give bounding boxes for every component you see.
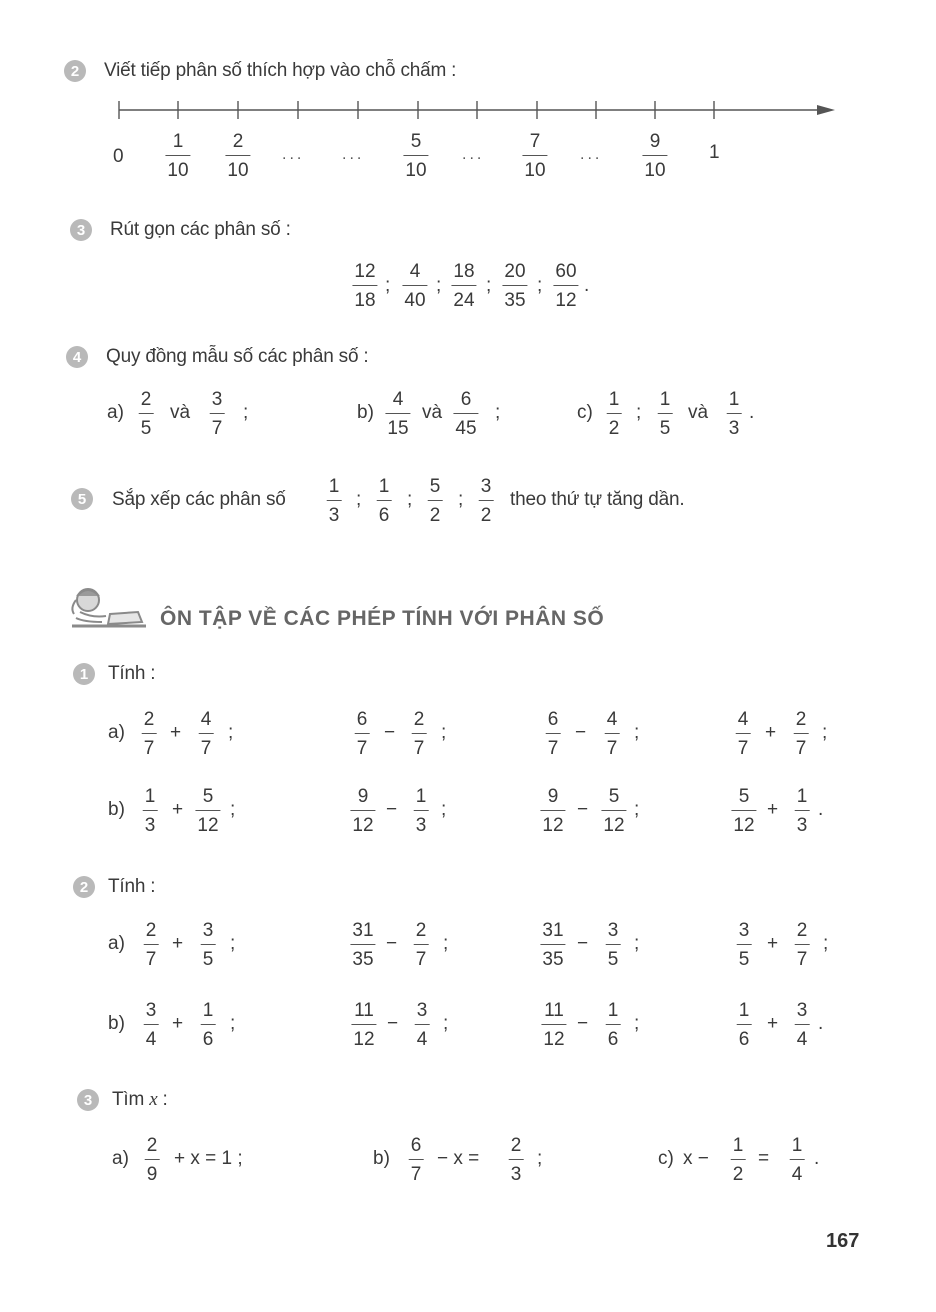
- fraction: 1 3: [728, 389, 740, 439]
- fraction: 5 2: [429, 476, 441, 526]
- conjunction: và: [688, 402, 709, 423]
- fraction: 11 12: [353, 1000, 375, 1050]
- operator: +: [172, 799, 184, 820]
- end-mark: ;: [823, 933, 829, 954]
- fraction: 3 4: [416, 1000, 428, 1050]
- separator: ;: [458, 489, 464, 510]
- separator: ;: [407, 489, 413, 510]
- fraction: 4 7: [737, 709, 749, 759]
- operator: −: [384, 722, 396, 743]
- fraction: 31 35: [352, 920, 374, 970]
- fraction: 3 5: [738, 920, 750, 970]
- fraction: 6 7: [356, 709, 368, 759]
- operator: −: [575, 722, 587, 743]
- section-title: ÔN TẬP VỀ CÁC PHÉP TÍNH VỚI PHÂN SỐ: [160, 607, 605, 630]
- end-mark: ;: [495, 402, 501, 423]
- fraction: 1 3: [796, 786, 808, 836]
- item-label: a): [107, 402, 124, 423]
- fraction: 3 7: [211, 389, 223, 439]
- operator: −: [386, 933, 398, 954]
- number-line-fraction: 2 10: [227, 131, 249, 181]
- operator: +: [767, 933, 779, 954]
- fraction: 4 15: [387, 389, 409, 439]
- fraction: 1 3: [328, 476, 340, 526]
- fraction: 1 6: [202, 1000, 214, 1050]
- fraction: 5 12: [197, 786, 219, 836]
- fraction: 2 3: [510, 1135, 522, 1185]
- item-label: b): [108, 1013, 125, 1034]
- operator: +: [170, 722, 182, 743]
- separator: ;: [356, 489, 362, 510]
- item-label: c): [577, 402, 593, 423]
- separator: ;: [486, 275, 492, 296]
- exercise-number-badge: 5: [71, 488, 93, 510]
- fraction: 2 7: [143, 709, 155, 759]
- operator: +: [172, 1013, 184, 1034]
- item-label: a): [108, 933, 125, 954]
- fraction: 5 12: [603, 786, 625, 836]
- fraction: 1 3: [144, 786, 156, 836]
- fraction: 1 6: [738, 1000, 750, 1050]
- blank-dots: ...: [580, 146, 603, 163]
- blank-dots: ...: [342, 146, 365, 163]
- fraction: 12 18: [354, 261, 376, 311]
- operator: +: [765, 722, 777, 743]
- exercise-title: Quy đồng mẫu số các phân số :: [106, 346, 369, 367]
- operator: −: [387, 1013, 399, 1034]
- end-mark: ;: [441, 722, 447, 743]
- end-mark: ;: [537, 1148, 543, 1169]
- exercise-title: Viết tiếp phân số thích hợp vào chỗ chấm :: [104, 60, 457, 81]
- equation-prefix: x −: [683, 1148, 709, 1169]
- fraction: 9 12: [352, 786, 374, 836]
- fraction: 11 12: [543, 1000, 565, 1050]
- operator: −: [577, 1013, 589, 1034]
- conjunction: và: [170, 402, 191, 423]
- fraction: 2 7: [796, 920, 808, 970]
- end-mark: ;: [634, 933, 640, 954]
- exercise-title: [112, 1089, 168, 1111]
- fraction: 3 4: [796, 1000, 808, 1050]
- end-mark: ;: [443, 1013, 449, 1034]
- fraction: 1 2: [608, 389, 620, 439]
- title-suffix: :: [162, 1089, 168, 1110]
- title-prefix: Tìm: [112, 1089, 145, 1110]
- fraction: 2 7: [413, 709, 425, 759]
- fraction: 1 6: [607, 1000, 619, 1050]
- end-mark: ;: [230, 933, 236, 954]
- blank-dots: ...: [462, 146, 485, 163]
- operator: −: [577, 933, 589, 954]
- fraction: 5 12: [733, 786, 755, 836]
- operator: +: [172, 933, 184, 954]
- fraction: 4 7: [606, 709, 618, 759]
- fraction: 3 5: [202, 920, 214, 970]
- end-mark: ;: [441, 799, 447, 820]
- item-label: a): [108, 722, 125, 743]
- fraction: 18 24: [453, 261, 475, 311]
- operator: −: [386, 799, 398, 820]
- variable-x: x: [149, 1089, 158, 1110]
- fraction: 2 7: [795, 709, 807, 759]
- fraction: 3 5: [607, 920, 619, 970]
- fraction: 3 2: [480, 476, 492, 526]
- exercise-title: Tính :: [108, 663, 156, 684]
- equation-middle: − x =: [437, 1148, 480, 1169]
- operator: +: [767, 799, 779, 820]
- fraction: 20 35: [504, 261, 526, 311]
- number-line-one: 1: [709, 142, 720, 163]
- number-line-fraction: 1 10: [167, 131, 189, 181]
- exercise-number-badge: 2: [73, 876, 95, 898]
- fraction: 1 2: [732, 1135, 744, 1185]
- number-line-zero: 0: [113, 146, 124, 167]
- separator: ;: [436, 275, 442, 296]
- end-mark: .: [818, 1013, 824, 1034]
- fraction: 6 45: [455, 389, 477, 439]
- blank-dots: ...: [282, 146, 305, 163]
- exercise-number-badge: 3: [70, 219, 92, 241]
- conjunction: và: [422, 402, 443, 423]
- end-mark: ;: [634, 1013, 640, 1034]
- end-mark: .: [584, 275, 590, 296]
- fraction: 2 9: [146, 1135, 158, 1185]
- end-mark: .: [814, 1148, 820, 1169]
- item-label: b): [357, 402, 374, 423]
- exercise-suffix: theo thứ tự tăng dần.: [510, 489, 685, 510]
- number-line: [100, 98, 840, 124]
- exercise-number-badge: 2: [64, 60, 86, 82]
- exercise-prefix: Sắp xếp các phân số: [112, 489, 286, 510]
- item-label: b): [108, 799, 125, 820]
- number-line-fraction: 9 10: [644, 131, 666, 181]
- fraction: 1 6: [378, 476, 390, 526]
- separator: ;: [385, 275, 391, 296]
- fraction: 31 35: [542, 920, 564, 970]
- exercise-title: Tính :: [108, 876, 156, 897]
- exercise-number-badge: 1: [73, 663, 95, 685]
- item-label: c): [658, 1148, 674, 1169]
- fraction: 2 5: [140, 389, 152, 439]
- exercise-title: Rút gọn các phân số :: [110, 219, 291, 240]
- fraction: 1 4: [791, 1135, 803, 1185]
- end-mark: ;: [634, 799, 640, 820]
- exercise-number-badge: 4: [66, 346, 88, 368]
- number-line-fraction: 7 10: [524, 131, 546, 181]
- number-line-fraction: 5 10: [405, 131, 427, 181]
- fraction: 60 12: [555, 261, 577, 311]
- end-mark: ;: [243, 402, 249, 423]
- fraction: 9 12: [542, 786, 564, 836]
- operator: −: [577, 799, 589, 820]
- end-mark: ;: [230, 1013, 236, 1034]
- end-mark: ;: [822, 722, 828, 743]
- equation-rest: + x = 1 ;: [174, 1148, 243, 1169]
- fraction: 4 40: [404, 261, 426, 311]
- exercise-number-badge: 3: [77, 1089, 99, 1111]
- end-mark: .: [818, 799, 824, 820]
- operator: +: [767, 1013, 779, 1034]
- fraction: 4 7: [200, 709, 212, 759]
- end-mark: ;: [230, 799, 236, 820]
- item-label: a): [112, 1148, 129, 1169]
- fraction: 1 5: [659, 389, 671, 439]
- girl-reading-icon: [62, 582, 154, 634]
- page-number: 167: [826, 1230, 860, 1252]
- item-label: b): [373, 1148, 390, 1169]
- fraction: 3 4: [145, 1000, 157, 1050]
- end-mark: ;: [443, 933, 449, 954]
- fraction: 1 3: [415, 786, 427, 836]
- end-mark: ;: [228, 722, 234, 743]
- end-mark: ;: [634, 722, 640, 743]
- end-mark: .: [749, 402, 755, 423]
- fraction: 6 7: [410, 1135, 422, 1185]
- fraction: 2 7: [415, 920, 427, 970]
- equals-sign: =: [758, 1148, 770, 1169]
- separator: ;: [636, 402, 642, 423]
- fraction: 2 7: [145, 920, 157, 970]
- fraction: 6 7: [547, 709, 559, 759]
- separator: ;: [537, 275, 543, 296]
